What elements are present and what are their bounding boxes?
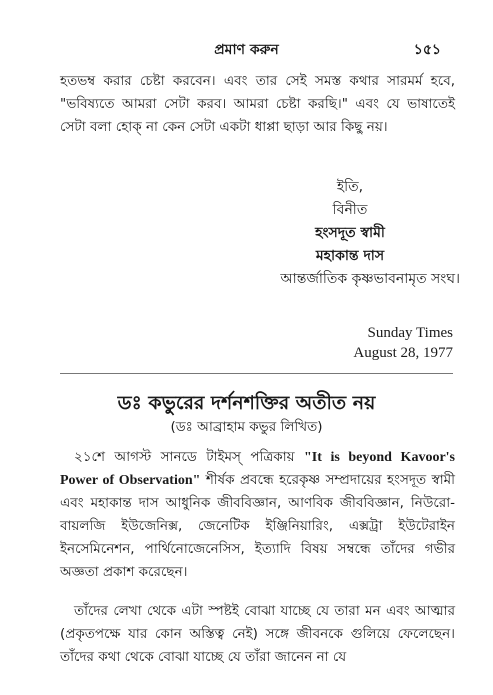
paragraph-text: ২১শে আগস্ট সানডে টাইমস্ পত্রিকায় bbox=[74, 449, 304, 465]
article-byline: (ডঃ আব্রাহাম কভুর লিখিত) bbox=[170, 419, 323, 435]
closing-word: ইতি, bbox=[336, 179, 364, 195]
section-divider bbox=[60, 373, 453, 374]
article-headline: ডঃ কভুরের দর্শনশক্তির অতীত নয় bbox=[117, 392, 376, 414]
regards-word: বিনীত bbox=[332, 202, 368, 218]
letter-closing-paragraph: হতভম্ব করার চেষ্টা করবেন। এবং তার সেই সমস্ত কথার সারমর্ম হবে, "ভবিষ্যতে আমরা সেটা করব। আমরা চেষ্টা করছি।" এবং যে ভাষাতেই সেটা বলা হোক্ না কেন সেটা একটা ধাপ্পা ছাড়া আর কিছু নয়। bbox=[60, 73, 455, 135]
paragraph-text: শীর্ষক প্রবন্ধে হরেকৃষ্ণ সম্প্রদায়ের হংসদূত স্বামী এবং মহাকান্ত দাস আধুনিক জীববিজ্ঞান, আণবিক জীববিজ্ঞান, নিউরো-বায়লজি ইউজেনিক্স, জেনেটিক ইঞ্জিনিয়ারিং, এক্সট্রা ইউটেরাইন ইনসেমিনেশন, পার্থিনোজেনেসিস, ইত্যাদি বিষয় সম্বন্ধে তাঁদের গভীর অজ্ঞতা প্রকাশ করেছেন। bbox=[60, 472, 455, 580]
signature-block bbox=[240, 176, 460, 291]
source-date: August 28, 1977 bbox=[353, 345, 453, 361]
page-number: ১৫১ bbox=[413, 42, 441, 58]
quoted-article-title: "It is beyond Kavoor's Power of Observation" bbox=[60, 450, 455, 488]
signatory-name-2: মহাকান্ত দাস bbox=[315, 248, 385, 264]
source-publication: Sunday Times bbox=[367, 325, 453, 341]
signatory-name-1: হংসদূত স্বামী bbox=[315, 225, 385, 241]
article-paragraph-1 bbox=[60, 446, 455, 584]
signatory-organization: আন্তর্জাতিক কৃষ্ণভাবনামৃত সংঘ। bbox=[280, 271, 460, 287]
running-title: প্রমাণ করুন bbox=[214, 42, 279, 58]
page-header bbox=[0, 38, 493, 62]
source-citation bbox=[353, 323, 453, 363]
article-paragraph-2: তাঁদের লেখা থেকে এটা স্পষ্টই বোঝা যাচ্ছে যে তারা মন এবং আত্মার (প্রকৃতপক্ষে যার কোন অস্তিত্ব নেই) সঙ্গে জীবনকে গুলিয়ে ফেলেছেন। তাঁদের কথা থেকে বোঝা যাচ্ছে যে তাঁরা জানেন না যে bbox=[60, 603, 455, 665]
